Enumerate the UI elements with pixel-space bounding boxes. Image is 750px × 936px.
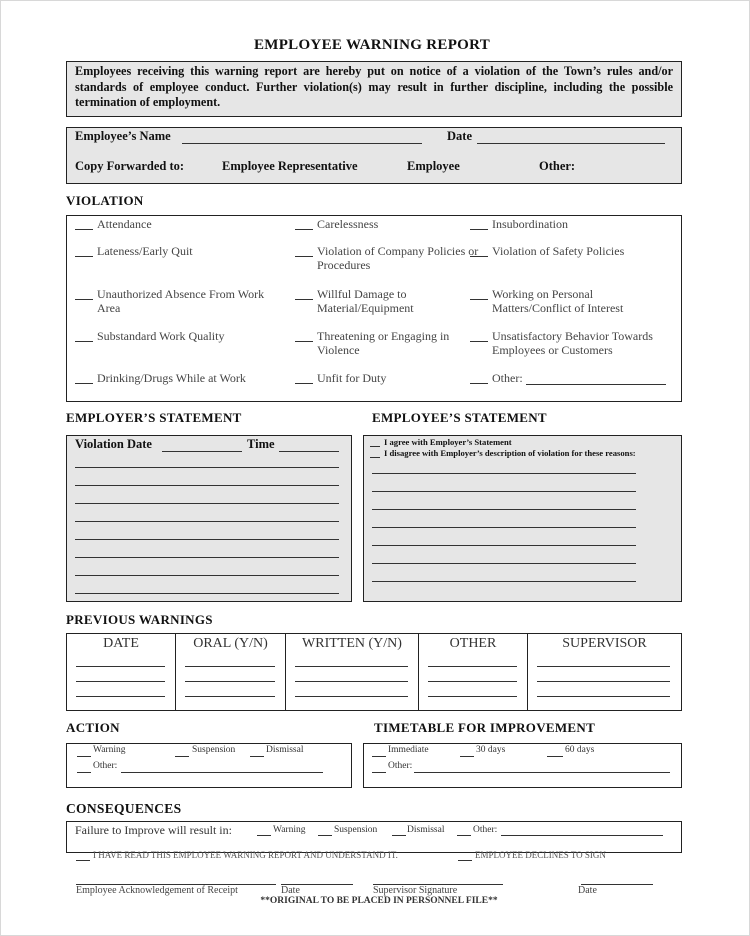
violation-item: Insubordination [492,217,568,231]
warnings-entry-line[interactable] [185,681,275,682]
statement-line[interactable] [75,557,339,558]
dismissal-checkline[interactable] [250,756,264,757]
violation-date-field[interactable] [162,451,242,452]
timetable-immediate: Immediate [388,745,429,755]
action-dismissal: Dismissal [266,745,304,755]
statement-line[interactable] [372,581,636,582]
warnings-column-header: OTHER [449,636,497,651]
statement-line[interactable] [75,575,339,576]
action-other-field[interactable] [121,772,323,773]
warnings-entry-line[interactable] [295,696,408,697]
immediate-checkline[interactable] [372,756,386,757]
timetable-box [363,743,682,788]
violation-date-label: Violation Date [75,437,152,451]
violation-item: Carelessness [317,217,379,231]
consequences-box [66,821,682,853]
date-field[interactable] [477,143,665,144]
violation-other-field[interactable] [526,384,666,385]
previous-warnings-heading: PREVIOUS WARNINGS [66,612,213,627]
violation-item: Lateness/Early Quit [97,244,193,258]
warnings-entry-line[interactable] [76,666,165,667]
agree-checkline[interactable] [370,446,380,447]
action-warning: Warning [93,745,126,755]
violation-item: Unauthorized Absence From Work Area [97,287,265,315]
employee-statement-box [363,435,682,602]
statement-line[interactable] [75,593,339,594]
violation-item: Other: [492,371,523,385]
warnings-column [419,634,528,710]
warnings-column-header: ORAL (Y/N) [193,636,268,651]
cons-dismissal: Dismissal [407,825,445,835]
violation-checkline[interactable] [75,256,93,257]
footer-note: **ORIGINAL TO BE PLACED IN PERSONNEL FILE** [260,896,498,906]
violation-item: Willful Damage to Material/Equipment [317,287,414,315]
supervisor-signature-label: Supervisor Signature [373,885,458,896]
acknowledge-text: I HAVE READ THIS EMPLOYEE WARNING REPORT AND UNDERSTAND IT. [93,850,398,860]
violation-item: Substandard Work Quality [97,329,225,343]
violation-item: Threatening or Engaging in Violence [317,329,450,357]
violation-checkline[interactable] [295,341,313,342]
statement-line[interactable] [372,473,636,474]
violation-checkline[interactable] [470,229,488,230]
copy-option-other[interactable]: Other: [539,159,576,173]
agree-text: I agree with Employer’s Statement [384,437,512,447]
statement-line[interactable] [75,521,339,522]
violation-checkline[interactable] [470,341,488,342]
declines-checkline[interactable] [458,860,472,861]
cons-suspension-checkline[interactable] [318,835,332,836]
employee-info-box [66,127,682,184]
warnings-column-header: DATE [103,636,139,651]
violation-item: Working on Personal Matters/Conflict of Interest [492,287,624,315]
warnings-entry-line[interactable] [428,681,517,682]
violation-heading: VIOLATION [66,193,144,208]
violation-checkline[interactable] [470,256,488,257]
consequences-heading: CONSEQUENCES [66,801,182,816]
violation-item: Violation of Safety Policies [492,244,625,258]
warnings-column [528,634,681,710]
warnings-entry-line[interactable] [537,666,670,667]
violation-checkline[interactable] [295,299,313,300]
cons-other-checkline[interactable] [457,835,471,836]
violation-item: Violation of Company Policies or Procedures [317,244,479,272]
statement-line[interactable] [75,485,339,486]
statement-line[interactable] [75,539,339,540]
violation-checkline[interactable] [295,256,313,257]
statement-line[interactable] [75,467,339,468]
timetable-other-field[interactable] [414,772,670,773]
cons-suspension: Suspension [334,825,378,835]
action-box [66,743,352,788]
time-field[interactable] [279,451,339,452]
violation-item: Attendance [97,217,152,231]
employer-statement-box [66,435,352,602]
warning-checkline[interactable] [77,756,91,757]
warnings-column-header: SUPERVISOR [562,636,647,651]
copy-option-representative[interactable]: Employee Representative [222,159,358,173]
violation-checkline[interactable] [470,299,488,300]
warnings-column [286,634,419,710]
warnings-entry-line[interactable] [537,681,670,682]
violation-checkline[interactable] [295,229,313,230]
warnings-entry-line[interactable] [295,666,408,667]
statement-line[interactable] [372,563,636,564]
timetable-30-days: 30 days [476,745,506,755]
employee-name-field[interactable] [182,143,422,144]
violation-checkline[interactable] [75,229,93,230]
cons-dismissal-checkline[interactable] [392,835,406,836]
employee-ack-label: Employee Acknowledgement of Receipt [76,885,238,896]
cons-warning: Warning [273,825,306,835]
violation-checkline[interactable] [470,383,488,384]
warnings-entry-line[interactable] [185,666,275,667]
declines-text: EMPLOYEE DECLINES TO SIGN [475,850,606,860]
cons-warning-checkline[interactable] [257,835,271,836]
warnings-entry-line[interactable] [537,696,670,697]
disagree-text: I disagree with Employer’s description of violation for these reasons: [384,448,636,458]
action-heading: ACTION [66,720,120,735]
disagree-checkline[interactable] [370,457,380,458]
cons-other: Other: [473,825,498,835]
timetable-other-checkline[interactable] [372,772,386,773]
violation-item: Unfit for Duty [317,371,387,385]
warnings-entry-line[interactable] [428,696,517,697]
document-title: EMPLOYEE WARNING REPORT [253,37,491,53]
cons-other-field[interactable] [501,835,663,836]
time-label: Time [247,437,275,451]
timetable-heading: TIMETABLE FOR IMPROVEMENT [374,720,596,735]
acknowledge-checkline[interactable] [76,860,90,861]
notice-box: Employees receiving this warning report are hereby put on notice of a violation of the Town’s rules and/or standards of employee conduct. Further violation(s) may result in further discipline, including the possible termination of employment. [66,61,682,117]
suspension-checkline[interactable] [175,756,189,757]
action-other-label: Other: [93,761,118,771]
warnings-entry-line[interactable] [76,696,165,697]
warnings-column [176,634,286,710]
60days-checkline[interactable] [547,756,563,757]
warnings-entry-line[interactable] [428,666,517,667]
warnings-column-header: WRITTEN (Y/N) [302,636,402,651]
action-other-checkline[interactable] [77,772,91,773]
supervisor-date-label: Date [578,885,597,896]
statement-line[interactable] [372,545,636,546]
violation-checkline[interactable] [75,299,93,300]
employee-statement-heading: EMPLOYEE’S STATEMENT [372,410,547,425]
warnings-entry-line[interactable] [76,681,165,682]
employee-date-label: Date [281,885,300,896]
violation-box [66,215,682,402]
copy-forwarded-label: Copy Forwarded to: [75,159,185,173]
violation-item: Drinking/Drugs While at Work [97,371,246,385]
statement-line[interactable] [372,527,636,528]
warnings-entry-line[interactable] [295,681,408,682]
violation-checkline[interactable] [295,383,313,384]
statement-line[interactable] [75,503,339,504]
employee-name-label: Employee’s Name [75,129,171,143]
warnings-entry-line[interactable] [185,696,275,697]
violation-item: Unsatisfactory Behavior Towards Employees or Customers [492,329,653,357]
previous-warnings-table [66,633,682,711]
statement-line[interactable] [372,509,636,510]
warnings-column [67,634,176,710]
employer-statement-heading: EMPLOYER’S STATEMENT [66,410,242,425]
copy-option-employee[interactable]: Employee [407,159,460,173]
violation-checkline[interactable] [75,383,93,384]
timetable-other-label: Other: [388,761,413,771]
date-label: Date [447,129,472,143]
30days-checkline[interactable] [460,756,474,757]
statement-line[interactable] [372,491,636,492]
action-suspension: Suspension [192,745,236,755]
violation-checkline[interactable] [75,341,93,342]
timetable-60-days: 60 days [565,745,595,755]
consequences-lead: Failure to Improve will result in: [75,823,232,837]
